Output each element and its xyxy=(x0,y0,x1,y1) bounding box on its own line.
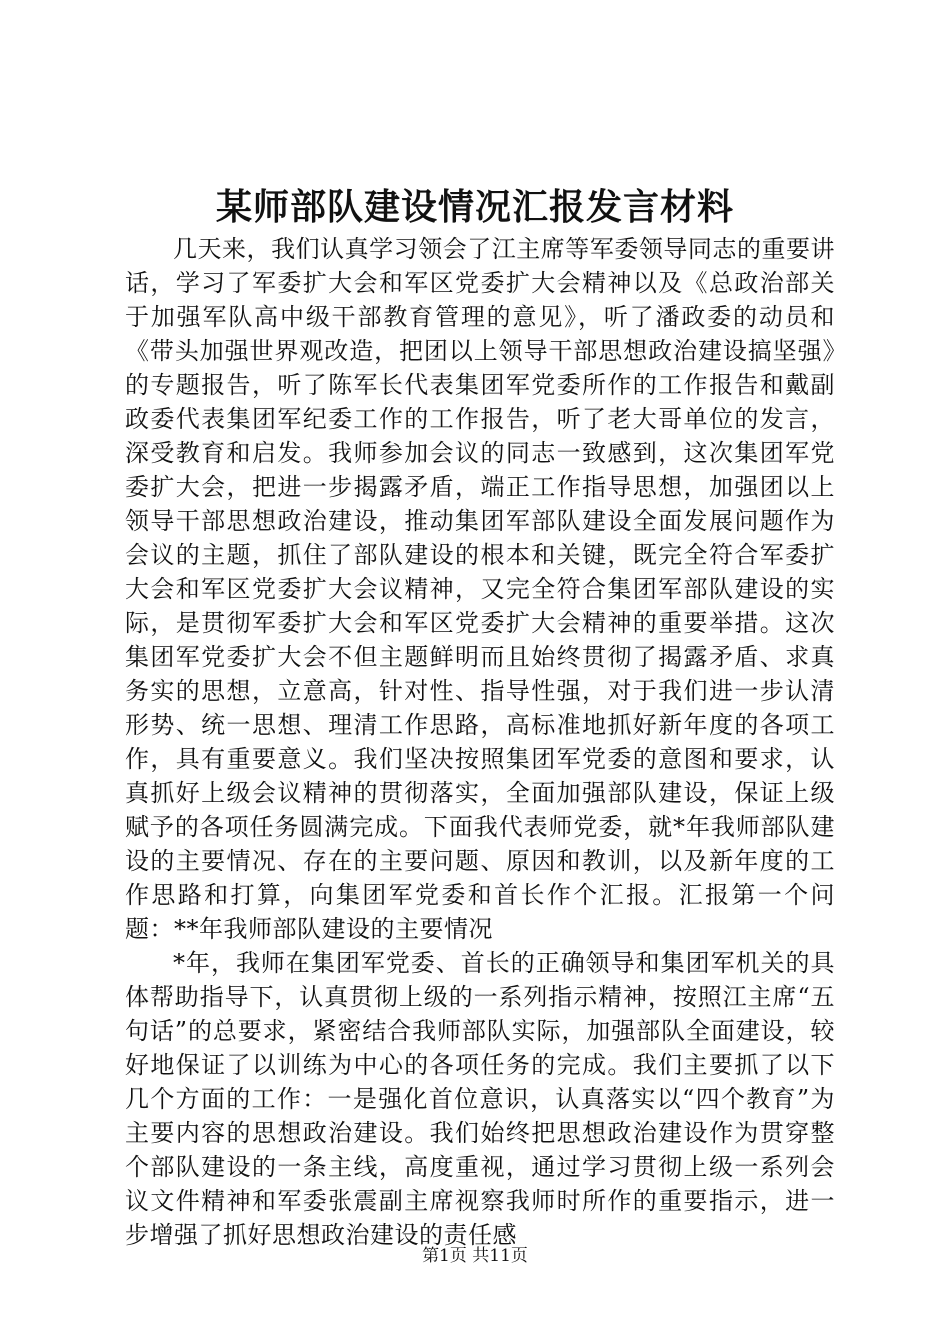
paragraph: *年，我师在集团军党委、首长的正确领导和集团军机关的具体帮助指导下，认真贯彻上级的一系列指示精神，按照江主席“五句话”的总要求，紧密结合我师部队实际，加强部队全面建设，较好地保证了以训练为中心的各项任务的完成。我们主要抓了以下几个方面的工作：一是强化首位意识，认真落实以“四个教育”为主要内容的思想政治建设。我们始终把思想政治建设作为贯穿整个部队建设的一条主线，高度重视，通过学习贯彻上级一系列会议文件精神和军委张震副主席视察我师时所作的重要指示，进一步增强了抓好思想政治建设的责任感 xyxy=(125,949,835,1249)
document-title: 某师部队建设情况汇报发言材料 xyxy=(215,186,734,228)
paragraph: 几天来，我们认真学习领会了江主席等军委领导同志的重要讲话，学习了军委扩大会和军区党委扩大会精神以及《总政治部关于加强军队高中级干部教育管理的意见》，听了潘政委的动员和《带头加强世界观改造，把团以上领导干部思想政治建设搞坚强》的专题报告，听了陈军长代表集团军党委所作的工作报告和戴副政委代表集团军纪委工作的工作报告，听了老大哥单位的发言，深受教育和启发。我师参加会议的同志一致感到，这次集团军党委扩大会，把进一步揭露矛盾，端正工作指导思想，加强团以上领导干部思想政治建设，推动集团军部队建设全面发展问题作为会议的主题，抓住了部队建设的根本和关键，既完全符合军委扩大会和军区党委扩大会议精神，又完全符合集团军部队建设的实际，是贯彻军委扩大会和军区党委扩大会精神的重要举措。这次集团军党委扩大会不但主题鲜明而且始终贯彻了揭露矛盾、求真务实的思想，立意高，针对性、指导性强，对于我们进一步认清形势、统一思想、理清工作思路，高标准地抓好新年度的各项工作，具有重要意义。我们坚决按照集团军党委的意图和要求，认真抓好上级会议精神的贯彻落实，全面加强部队建设，保证上级赋予的各项任务圆满完成。下面我代表师党委，就*年我师部队建设的主要情况、存在的主要问题、原因和教训，以及新年度的工作思路和打算，向集团军党委和首长作个汇报。汇报第一个问题：**年我师部队建设的主要情况 xyxy=(125,235,835,943)
document-body xyxy=(125,232,835,1252)
page-number: 第1页 共11页 xyxy=(422,1246,528,1266)
